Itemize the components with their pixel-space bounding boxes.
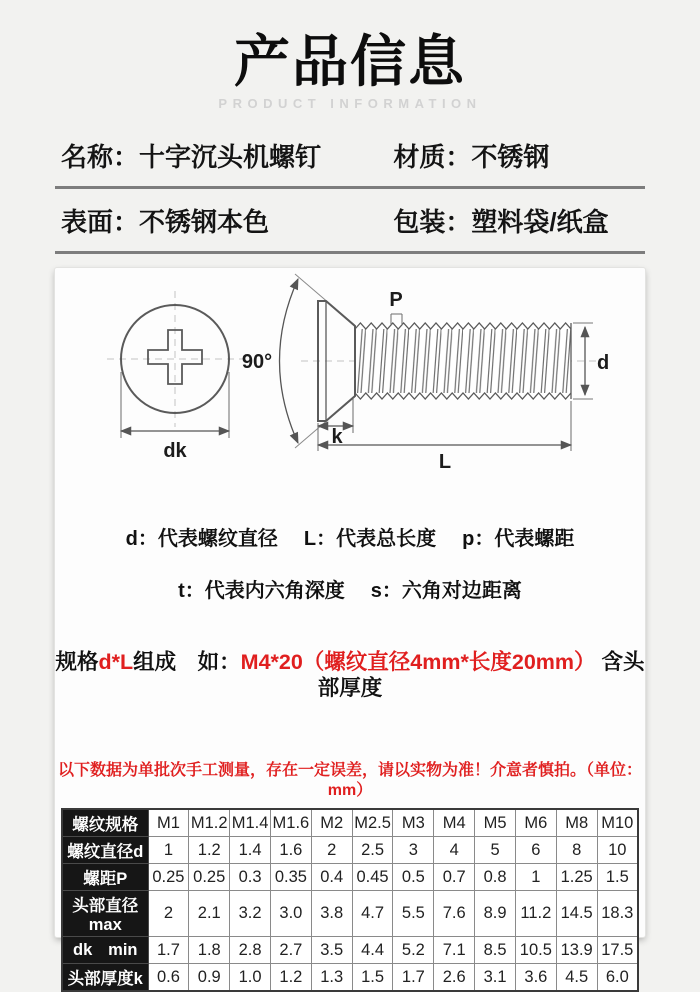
spec-cell: 3: [393, 837, 434, 864]
spec-cell: 11.2: [515, 891, 556, 937]
spec-cell: 2: [311, 837, 352, 864]
table-row-head-diameter-min: [62, 937, 638, 964]
attr-packaging: [393, 202, 608, 239]
row-label: 头部厚度k: [62, 964, 148, 992]
spec-cell: 2.6: [434, 964, 475, 992]
spec-cell: 1.7: [148, 937, 189, 964]
attr-name-label: 名称：: [61, 141, 140, 172]
row-label-min: min: [108, 940, 138, 959]
spec-cell: 1.4: [230, 837, 271, 864]
table-row-head-diameter-max: [62, 891, 638, 937]
spec-cell: 2.5: [352, 837, 393, 864]
attr-name: [61, 137, 393, 174]
spec-cell: 2.8: [230, 937, 271, 964]
spec-cell: 4: [434, 837, 475, 864]
legend-p: p：代表螺距: [462, 528, 575, 550]
spec-cell: 0.25: [189, 864, 230, 891]
spec-highlight-dl: d*L: [98, 650, 134, 674]
legend-s: s：六角对边距离: [370, 580, 522, 602]
spec-cell: 1.6: [270, 837, 311, 864]
spec-cell: 3.1: [475, 964, 516, 992]
spec-cell: 13.9: [556, 937, 597, 964]
head-height-dimension-label: k: [331, 426, 343, 448]
spec-cell: 8: [556, 837, 597, 864]
table-row-thread-diameter: [62, 837, 638, 864]
spec-cell: 0.8: [475, 864, 516, 891]
spec-cell: 4.7: [352, 891, 393, 937]
countersink-angle-label: 90°: [241, 351, 273, 373]
column-header: M6: [515, 809, 556, 837]
spec-cell: 0.9: [189, 964, 230, 992]
product-attributes: [55, 135, 645, 254]
column-header: M10: [597, 809, 638, 837]
spec-cell: 0.6: [148, 964, 189, 992]
divider: [55, 186, 645, 189]
column-header: M2: [311, 809, 352, 837]
screw-diagram: [55, 268, 645, 488]
legend-t: t：代表内六角深度: [178, 580, 345, 602]
dk-dimension-label: dk: [163, 440, 187, 462]
spec-cell: 17.5: [597, 937, 638, 964]
row-label: 螺距P: [62, 864, 148, 891]
attr-surface-value: 不锈钢本色: [139, 206, 270, 237]
spec-cell: 0.45: [352, 864, 393, 891]
column-header: M2.5: [352, 809, 393, 837]
spec-cell: 0.25: [148, 864, 189, 891]
table-row-pitch: [62, 864, 638, 891]
spec-cell: 1.25: [556, 864, 597, 891]
length-dimension-label: L: [438, 451, 452, 473]
spec-cell: 0.3: [230, 864, 271, 891]
spec-cell: 1.2: [270, 964, 311, 992]
attr-name-value: 十字沉头机螺钉: [139, 141, 322, 172]
spec-card: [55, 268, 645, 988]
spec-cell: 4.4: [352, 937, 393, 964]
attribute-row: [55, 200, 645, 240]
page-subtitle: PRODUCT INFORMATION: [218, 96, 482, 111]
header: [0, 0, 700, 111]
spec-cell: 3.2: [230, 891, 271, 937]
spec-cell: 1.7: [393, 964, 434, 992]
spec-cell: 5: [475, 837, 516, 864]
column-header: M1.6: [270, 809, 311, 837]
spec-cell: 2.1: [189, 891, 230, 937]
spec-cell: 3.0: [270, 891, 311, 937]
spec-cell: 6.0: [597, 964, 638, 992]
row-label: 螺纹直径d: [62, 837, 148, 864]
table-row-specs: [62, 809, 638, 837]
spec-cell: 1: [515, 864, 556, 891]
legend-d: d：代表螺纹直径: [125, 528, 278, 550]
column-header: M1.4: [230, 809, 271, 837]
column-header: M5: [475, 809, 516, 837]
spec-cell: 0.4: [311, 864, 352, 891]
screw-front-view: [107, 291, 243, 462]
attr-material-label: 材质：: [393, 141, 472, 172]
row-label-dk-min: [62, 937, 148, 964]
spec-cell: 5.5: [393, 891, 434, 937]
spec-cell: 3.5: [311, 937, 352, 964]
attr-material: [393, 137, 549, 174]
page-title: 产品信息: [234, 30, 466, 93]
spec-cell: 3.8: [311, 891, 352, 937]
spec-cell: 5.2: [393, 937, 434, 964]
spec-cell: 1: [148, 837, 189, 864]
row-label-dk: dk: [73, 940, 93, 959]
spec-cell: 1.8: [189, 937, 230, 964]
spec-suffix: 含头部厚度: [317, 650, 645, 700]
spec-highlight-example: M4*20（螺纹直径4mm*长度20mm）: [240, 650, 596, 674]
spec-cell: 1.5: [352, 964, 393, 992]
spec-cell: 0.5: [393, 864, 434, 891]
legend-L: L：代表总长度: [303, 528, 437, 550]
spec-middle: 组成 如：: [133, 650, 241, 674]
spec-cell: 1.3: [311, 964, 352, 992]
spec-cell: 8.9: [475, 891, 516, 937]
spec-cell: 2.7: [270, 937, 311, 964]
attr-material-value: 不锈钢: [471, 141, 550, 172]
spec-cell: 7.1: [434, 937, 475, 964]
spec-table-corner: 螺纹规格: [62, 809, 148, 837]
spec-cell: 0.35: [270, 864, 311, 891]
spec-cell: 18.3: [597, 891, 638, 937]
divider: [55, 251, 645, 254]
spec-cell: 3.6: [515, 964, 556, 992]
spec-prefix: 规格: [55, 650, 99, 674]
attr-surface: [61, 202, 393, 239]
measurement-warning: 以下数据为单批次手工测量，存在一定误差，请以实物为准！介意者慎拍。（单位：mm）: [57, 762, 642, 799]
spec-naming-rule: [55, 649, 645, 701]
spec-cell: 10.5: [515, 937, 556, 964]
spec-cell: 7.6: [434, 891, 475, 937]
spec-cell: 2: [148, 891, 189, 937]
spec-cell: 1.0: [230, 964, 271, 992]
attr-surface-label: 表面：: [61, 206, 140, 237]
column-header: M4: [434, 809, 475, 837]
pitch-dimension-label: P: [389, 289, 403, 311]
spec-cell: 10: [597, 837, 638, 864]
column-header: M1: [148, 809, 189, 837]
spec-cell: 8.5: [475, 937, 516, 964]
row-label: 头部直径max: [62, 891, 148, 937]
legend-line-1: [55, 522, 645, 551]
attr-packaging-label: 包装：: [393, 206, 472, 237]
spec-cell: 14.5: [556, 891, 597, 937]
column-header: M1.2: [189, 809, 230, 837]
legend-line-2: [55, 574, 645, 603]
attribute-row: [55, 135, 645, 175]
column-header: M3: [393, 809, 434, 837]
spec-cell: 4.5: [556, 964, 597, 992]
spec-table: [61, 808, 639, 992]
spec-cell: 6: [515, 837, 556, 864]
spec-cell: 1.5: [597, 864, 638, 891]
column-header: M8: [556, 809, 597, 837]
table-row-head-thickness: [62, 964, 638, 992]
diameter-dimension-label: d: [597, 352, 610, 374]
spec-cell: 1.2: [189, 837, 230, 864]
screw-side-view: [242, 274, 609, 473]
spec-cell: 0.7: [434, 864, 475, 891]
attr-packaging-value: 塑料袋/纸盒: [471, 206, 609, 237]
